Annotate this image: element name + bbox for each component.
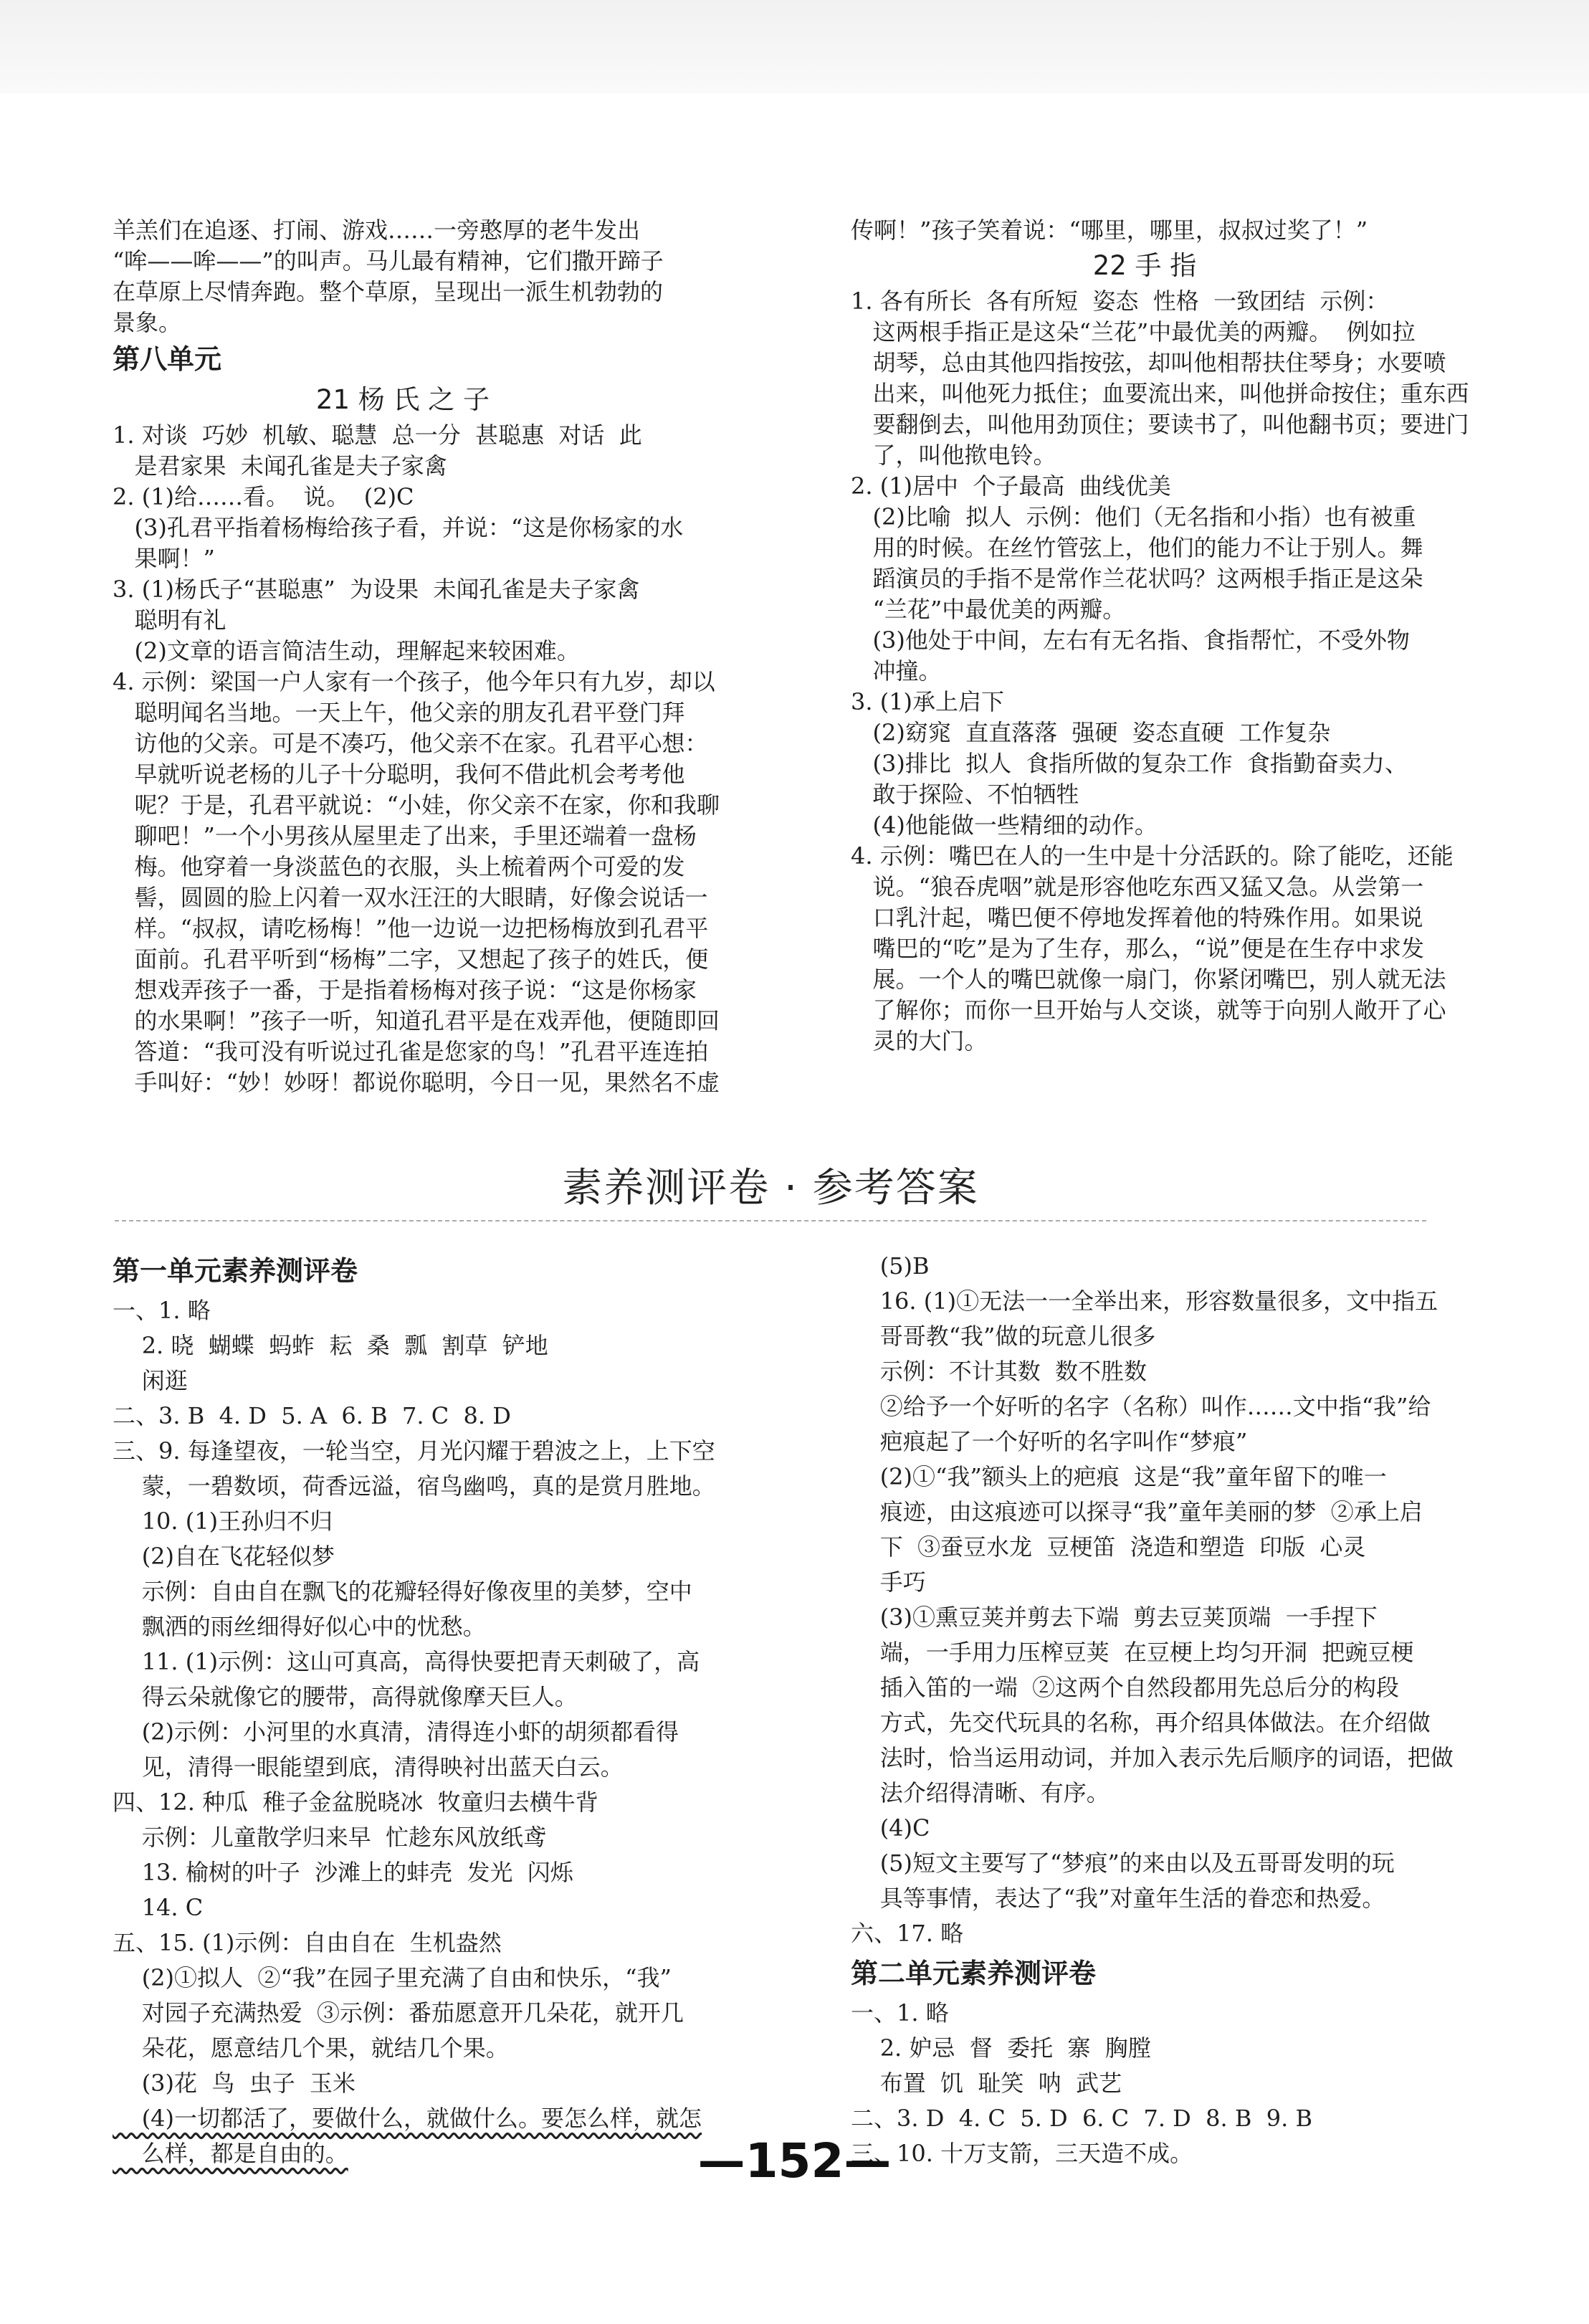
- text-line: 髻，圆圆的脸上闪着一双水汪汪的大眼睛，好像会说话一: [113, 884, 708, 911]
- text-line: 1. 对谈 巧妙 机敏、聪慧 总一分 甚聪惠 对话 此: [113, 422, 642, 449]
- text-line: (2)示例：小河里的水真清，清得连小虾的胡须都看得: [113, 1718, 679, 1746]
- text-line: 三、9. 每逢望夜，一轮当空，月光闪耀于碧波之上，上下空: [113, 1437, 715, 1465]
- wavy-underlined-text: 么样，都是自由的。: [113, 2140, 348, 2167]
- text-line: 方式，先交代玩具的名称，再介绍具体做法。在介绍做: [851, 1709, 1431, 1736]
- text-line: 11. (1)示例：这山可真高，高得快要把青天刺破了，高: [113, 1648, 700, 1675]
- text-line: 具等事情，表达了“我”对童年生活的眷恋和热爱。: [851, 1885, 1385, 1912]
- text-line: 聪明闻名当地。一天上午，他父亲的朋友孔君平登门拜: [113, 699, 685, 726]
- text-line: 蒙，一碧数顷，荷香远溢，宿鸟幽鸣，真的是赏月胜地。: [113, 1472, 715, 1500]
- text-line: 得云朵就像它的腰带，高得就像摩天巨人。: [113, 1683, 578, 1710]
- text-line: 下 ③蚕豆水龙 豆梗笛 浇造和塑造 印版 心灵: [851, 1533, 1366, 1561]
- text-line: 聊吧！”一个小男孩从屋里走了出来，手里还端着一盘杨: [113, 822, 697, 849]
- text-line: 聪明有礼: [113, 606, 226, 634]
- text-line: 2. 晓 蝴蝶 蚂蚱 耘 桑 瓢 割草 铲地: [113, 1332, 548, 1359]
- text-line: 传啊！”孩子笑着说：“哪里，哪里，叔叔过奖了！”: [851, 216, 1368, 244]
- text-line: 冲撞。: [851, 657, 942, 685]
- text-line: 出来，叫他死力抵住；血要流出来，叫他拼命按住；重东西: [851, 380, 1469, 407]
- text-line: 呢？于是，孔君平就说：“小娃，你父亲不在家，你和我聊: [113, 791, 720, 819]
- assessment-column-left: [113, 1249, 715, 2171]
- text-line: 13. 榆树的叶子 沙滩上的蚌壳 发光 闪烁: [113, 1859, 573, 1886]
- scan-top-band: [0, 0, 1589, 93]
- text-line: 朵花，愿意结几个果，就结几个果。: [113, 2034, 509, 2062]
- text-line: 想戏弄孩子一番，于是指着杨梅对孩子说：“这是你杨家: [113, 976, 697, 1004]
- text-line: 四、12. 种瓜 稚子金盆脱晓冰 牧童归去横牛背: [113, 1789, 598, 1816]
- text-line: 说。“狼吞虎咽”就是形容他吃东西又猛又急。从尝第一: [851, 873, 1424, 900]
- text-line: 五、15. (1)示例：自由自在 生机盎然: [113, 1929, 502, 1956]
- text-line: 答道：“我可没有听说过孔雀是您家的鸟！”孔君平连连拍: [113, 1038, 709, 1065]
- text-line: (2)①“我”额头上的疤痕 这是“我”童年留下的唯一: [851, 1463, 1387, 1490]
- text-line: (2)比喻 拟人 示例：他们（无名指和小指）也有被重: [851, 503, 1416, 530]
- text-line: (2)自在飞花轻似梦: [113, 1543, 335, 1570]
- text-line: 是君家果 未闻孔雀是夫子家禽: [113, 452, 447, 480]
- text-line: 示例：儿童散学归来早 忙趁东风放纸鸢: [113, 1824, 547, 1851]
- text-line: 一、1. 略: [851, 1999, 949, 2027]
- unit-heading: 第八单元: [113, 343, 222, 375]
- text-line: 灵的大门。: [851, 1027, 988, 1054]
- text-line: 了，叫他揿电铃。: [851, 442, 1056, 469]
- text-line: 手巧: [851, 1568, 926, 1596]
- text-line: (2)文章的语言简洁生动，理解起来较困难。: [113, 637, 580, 665]
- text-line: 样。“叔叔，请吃杨梅！”他一边说一边把杨梅放到孔君平: [113, 915, 709, 942]
- wavy-underlined-text: (4)一切都活了，要做什么，就做什么。要怎么样，就怎: [113, 2105, 702, 2132]
- text-line: (4)他能做一些精细的动作。: [851, 811, 1158, 839]
- unit-heading: 第一单元素养测评卷: [113, 1255, 358, 1287]
- text-line: 的水果啊！”孩子一听，知道孔君平是在戏弄他，便随即回: [113, 1007, 720, 1034]
- text-line: 要翻倒去，叫他用劲顶住；要读书了，叫他翻书页；要进门: [851, 411, 1469, 438]
- text-line: 对园子充满热爱 ③示例：番茄愿意开几朵花，就开几: [113, 1999, 684, 2027]
- text-line: 10. (1)王孙归不归: [113, 1508, 333, 1535]
- text-line: 这两根手指正是这朵“兰花”中最优美的两瓣。 例如拉: [851, 318, 1416, 346]
- text-line: 面前。孔君平听到“杨梅”二字，又想起了孩子的姓氏，便: [113, 946, 709, 973]
- text-line: (2)窈窕 直直落落 强硬 姿态直硬 工作复杂: [851, 719, 1331, 746]
- text-line: 3. (1)杨氏子“甚聪惠” 为设果 未闻孔雀是夫子家禽: [113, 576, 640, 603]
- text-line: (3)排比 拟人 食指所做的复杂工作 食指勤奋卖力、: [851, 750, 1408, 777]
- text-line: 2. (1)给……看。 说。 (2)C: [113, 483, 414, 510]
- answers-column-right: [851, 215, 1469, 1057]
- text-line: 2. 妒忌 督 委托 寨 胸膛: [851, 2034, 1151, 2062]
- text-line: 16. (1)①无法一一全举出来，形容数量很多，文中指五: [851, 1287, 1438, 1315]
- text-line: 嘴巴的“吃”是为了生存，那么，“说”便是在生存中求发: [851, 935, 1424, 962]
- text-line: 在草原上尽情奔跑。整个草原，呈现出一派生机勃勃的: [113, 278, 664, 305]
- text-line: (2)①拟人 ②“我”在园子里充满了自由和快乐，“我”: [113, 1964, 672, 1991]
- text-line: ②给予一个好听的名字（名称）叫作……文中指“我”给: [851, 1393, 1431, 1420]
- text-line: 见，清得一眼能望到底，清得映衬出蓝天白云。: [113, 1753, 624, 1781]
- text-line: “哞——哞——”的叫声。马儿最有精神，它们撒开蹄子: [113, 247, 664, 275]
- text-line: 蹈演员的手指不是常作兰花状吗？这两根手指正是这朵: [851, 565, 1423, 592]
- text-line: “兰花”中最优美的两瓣。: [851, 596, 1126, 623]
- section-banner: [108, 1163, 1433, 1220]
- text-line: 手叫好：“妙！妙呀！都说你聪明，今日一见，果然名不虚: [113, 1069, 720, 1096]
- text-line: 4. 示例：嘴巴在人的一生中是十分活跃的。除了能吃，还能: [851, 842, 1454, 870]
- text-line: 一、1. 略: [113, 1297, 211, 1324]
- assessment-column-right: [851, 1249, 1454, 2171]
- lesson-title: 21 杨 氏 之 子: [315, 384, 490, 415]
- text-line: (4)C: [851, 1814, 930, 1842]
- text-line: 法介绍得清晰、有序。: [851, 1779, 1110, 1806]
- text-line: 展。一个人的嘴巴就像一扇门，你紧闭嘴巴，别人就无法: [851, 966, 1446, 993]
- answers-column-left: [113, 215, 720, 1098]
- text-line: 梅。他穿着一身淡蓝色的衣服，头上梳着两个可爱的发: [113, 853, 685, 880]
- text-line: 二、3. B 4. D 5. A 6. B 7. C 8. D: [113, 1402, 511, 1429]
- text-line: (3)他处于中间，左右有无名指、食指帮忙，不受外物: [851, 627, 1410, 654]
- text-line: 了解你；而你一旦开始与人交谈，就等于向别人敞开了心: [851, 996, 1446, 1024]
- text-line: (3)孔君平指着杨梅给孩子看，并说：“这是你杨家的水: [113, 514, 684, 541]
- text-line: 端，一手用力压榨豆荚 在豆梗上均匀开洞 把豌豆梗: [851, 1639, 1414, 1666]
- lesson-title: 22 手 指: [1092, 250, 1197, 281]
- text-line: 景象。: [113, 309, 182, 336]
- text-line: 1. 各有所长 各有所短 姿态 性格 一致团结 示例：: [851, 287, 1389, 315]
- text-line: 14. C: [113, 1894, 204, 1921]
- section-divider: [115, 1220, 1426, 1221]
- text-line: 敢于探险、不怕牺牲: [851, 781, 1079, 808]
- text-line: 口乳汁起，嘴巴便不停地发挥着他的特殊作用。如果说: [851, 904, 1423, 931]
- text-line: 用的时候。在丝竹管弦上，他们的能力不让于别人。舞: [851, 534, 1423, 561]
- text-line: 示例：不计其数 数不胜数: [851, 1358, 1147, 1385]
- text-line: 果啊！”: [113, 545, 215, 572]
- text-line: (5)B: [851, 1252, 930, 1280]
- text-line: 胡琴，总由其他四指按弦，却叫他相帮扶住琴身；水要喷: [851, 349, 1446, 376]
- text-line: 三、10. 十万支箭，三天造不成。: [851, 2140, 1193, 2167]
- text-line: 2. (1)居中 个子最高 曲线优美: [851, 472, 1171, 500]
- text-line: 二、3. D 4. C 5. D 6. C 7. D 8. B 9. B: [851, 2105, 1312, 2132]
- page-number: —152—: [697, 2133, 892, 2189]
- section-banner-title: 素养测评卷 · 参考答案: [562, 1165, 979, 1211]
- unit-heading: 第二单元素养测评卷: [851, 1958, 1097, 1989]
- text-line: (3)花 鸟 虫子 玉米: [113, 2070, 356, 2097]
- text-line: (3)①熏豆荚并剪去下端 剪去豆荚顶端 一手捏下: [851, 1604, 1378, 1631]
- text-line: 布置 饥 耻笑 呐 武艺: [851, 2070, 1122, 2097]
- text-line: 哥哥教“我”做的玩意儿很多: [851, 1323, 1156, 1350]
- text-line: 飘洒的雨丝细得好似心中的忧愁。: [113, 1613, 486, 1640]
- text-line: 疤痕起了一个好听的名字叫作“梦痕”: [851, 1428, 1248, 1455]
- text-line: 3. (1)承上启下: [851, 688, 1005, 715]
- text-line: 法时，恰当运用动词，并加入表示先后顺序的词语，把做: [851, 1744, 1454, 1771]
- text-line: 插入笛的一端 ②这两个自然段都用先总后分的构段: [851, 1674, 1400, 1701]
- text-line: 闲逛: [113, 1367, 188, 1394]
- text-line: 痕迹，由这痕迹可以探寻“我”童年美丽的梦 ②承上启: [851, 1498, 1423, 1525]
- text-line: 六、17. 略: [851, 1920, 964, 1947]
- text-line: 示例：自由自在飘飞的花瓣轻得好像夜里的美梦，空中: [113, 1578, 692, 1605]
- text-line: 早就听说老杨的儿子十分聪明，我何不借此机会考考他: [113, 761, 685, 788]
- text-line: (5)短文主要写了“梦痕”的来由以及五哥哥发明的玩: [851, 1849, 1395, 1877]
- text-line: 访他的父亲。可是不凑巧，他父亲不在家。孔君平心想：: [113, 730, 708, 757]
- text-line: 羊羔们在追逐、打闹、游戏……一旁憨厚的老牛发出: [113, 216, 641, 244]
- text-line: 4. 示例：梁国一户人家有一个孩子，他今年只有九岁，却以: [113, 668, 715, 695]
